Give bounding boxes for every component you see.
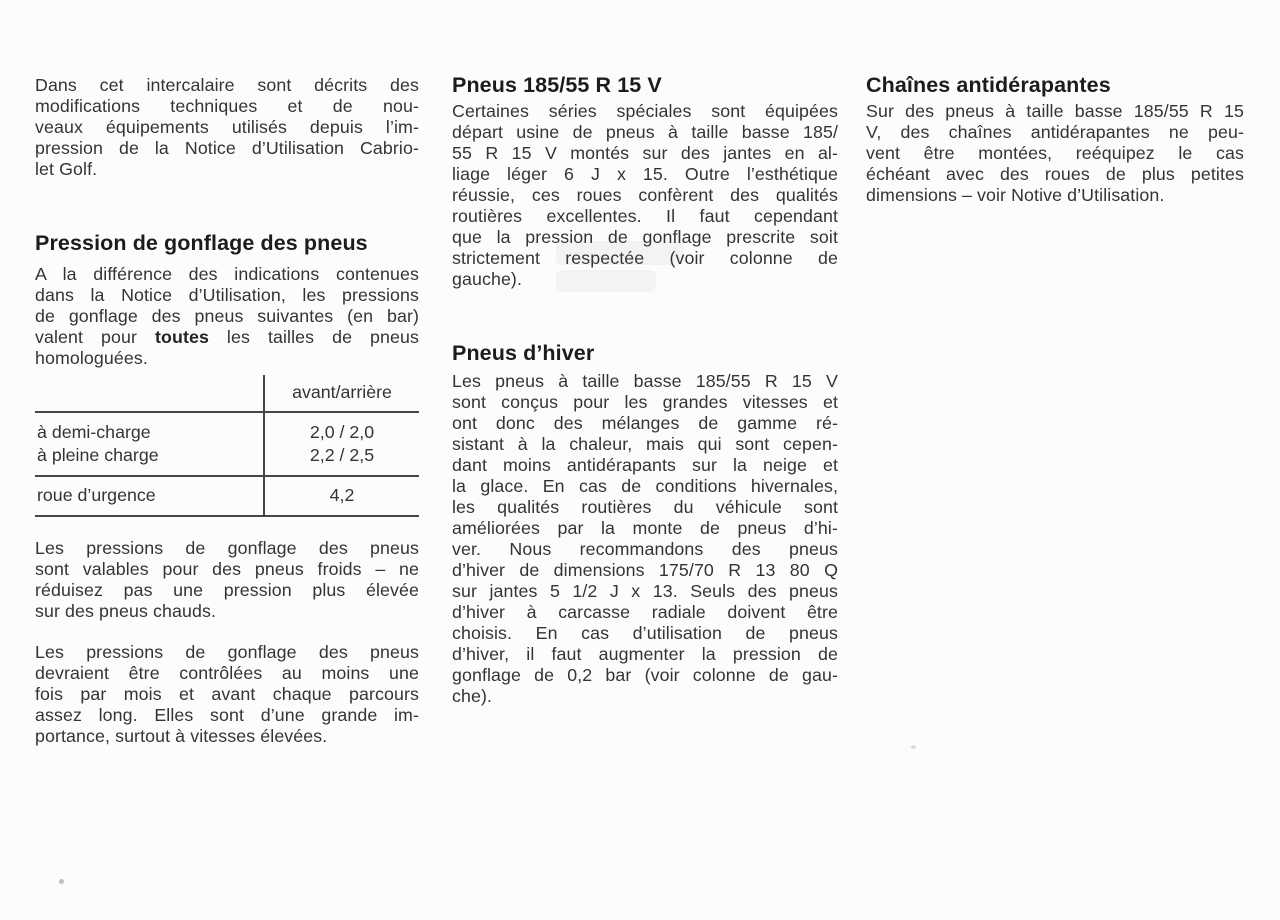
- left-column: [35, 75, 419, 747]
- section-heading-pression: Pression de gonflage des pneus: [35, 231, 368, 255]
- text-line: liage léger 6 J x 15. Outre l’esthétique: [452, 164, 838, 184]
- text-line: la glace. En cas de conditions hivernales,: [452, 476, 838, 496]
- text-line: portance, surtout à vitesses élevées.: [35, 726, 328, 746]
- text-line: valent pour toutes les tailles de pneus: [35, 327, 419, 347]
- text-line: départ usine de pneus à taille basse 185/: [452, 122, 838, 142]
- text-line: d’hiver de dimensions 175/70 R 13 80 Q: [452, 560, 838, 580]
- text-line: d’hiver, il faut augmenter la pression de: [452, 644, 838, 664]
- text-line: dans la Notice d’Utilisation, les pressions: [35, 285, 419, 305]
- text-line: de gonflage des pneus suivantes (en bar): [35, 306, 419, 326]
- text-line: réussie, ces roues confèrent des qualités: [452, 185, 838, 205]
- text-line: routières excellentes. Il faut cependant: [452, 206, 838, 226]
- section-heading-chaines: Chaînes antidérapantes: [866, 73, 1111, 97]
- pressure-table: [35, 375, 419, 517]
- text-line: ver. Nous recommandons des pneus: [452, 539, 838, 559]
- scan-smudge: [556, 270, 656, 292]
- text-line: V, des chaînes antidérapantes ne peu-: [866, 122, 1244, 142]
- text-line: vent être montées, reéquipez le cas: [866, 143, 1244, 163]
- text-line: Les pneus à taille basse 185/55 R 15 V: [452, 371, 838, 391]
- intro-paragraph: [35, 75, 419, 180]
- text-line: dant moins antidérapants sur la neige et: [452, 455, 838, 475]
- text-line: 55 R 15 V montés sur des jantes en al-: [452, 143, 838, 163]
- table-cell-label: roue d’urgence: [35, 476, 264, 516]
- scan-speck: [911, 745, 916, 749]
- text-line: pression de la Notice d’Utilisation Cabrio-: [35, 138, 419, 158]
- text-line: sur des pneus chauds.: [35, 601, 217, 621]
- section-heading-pneus-hiver: Pneus d’hiver: [452, 341, 595, 365]
- table-header-label: avant/arrière: [264, 375, 419, 412]
- text-line: Sur des pneus à taille basse 185/55 R 15: [866, 101, 1244, 121]
- text-line: réduisez pas une pression plus élevée: [35, 580, 419, 600]
- text-line: d’hiver à carcasse radiale doivent être: [452, 602, 838, 622]
- pneus-hiver-paragraph: [452, 371, 838, 707]
- text-line: échéant avec des roues de plus petites: [866, 164, 1244, 184]
- text-line: Certaines séries spéciales sont équipées: [452, 101, 838, 121]
- section-heading-pneus-185: Pneus 185/55 R 15 V: [452, 73, 662, 97]
- table-cell-label: à demi-charge: [37, 422, 151, 442]
- text-line: strictement respectée (voir colonne de: [452, 248, 838, 268]
- chaines-paragraph: [866, 101, 1244, 206]
- text-line: sont valables pour des pneus froids – ne: [35, 559, 419, 579]
- text-line: les qualités routières du véhicule sont: [452, 497, 838, 517]
- text-line: choisis. En cas d’utilisation de pneus: [452, 623, 838, 643]
- text-line: A la différence des indications contenues: [35, 264, 419, 284]
- text-line: gauche).: [452, 269, 522, 289]
- cold-tires-paragraph: [35, 538, 419, 622]
- table-header-row: [35, 375, 419, 412]
- scan-smudge: [556, 241, 684, 265]
- table-header-empty-cell: [35, 375, 264, 412]
- text-line: che).: [452, 686, 493, 706]
- text-line: fois par mois et avant chaque parcours: [35, 684, 419, 704]
- table-cell-value: 2,0 / 2,0: [264, 412, 419, 444]
- text-line: Les pressions de gonflage des pneus: [35, 642, 419, 662]
- table-cell-label: à pleine charge: [35, 444, 264, 476]
- text-line: ont donc des mélanges de gamme ré-: [452, 413, 838, 433]
- text-line: sont conçus pour les grandes vitesses et: [452, 392, 838, 412]
- text-line: améliorées par la monte de pneus d’hi-: [452, 518, 838, 538]
- table-cell-value: 4,2: [264, 476, 419, 516]
- table-row: [35, 412, 419, 444]
- text-line: veaux équipements utilisés depuis l’im-: [35, 117, 419, 137]
- text-line: Les pressions de gonflage des pneus: [35, 538, 419, 558]
- scan-speck: [59, 879, 64, 884]
- table-row: [35, 476, 419, 516]
- text-line: gonflage de 0,2 bar (voir colonne de gau-: [452, 665, 838, 685]
- table-cell-value: 2,2 / 2,5: [264, 444, 419, 476]
- text-line: sur jantes 5 1/2 J x 13. Seuls des pneus: [452, 581, 838, 601]
- text-line: devraient être contrôlées au moins une: [35, 663, 419, 683]
- text-line: sistant à la chaleur, mais qui sont cepen-: [452, 434, 838, 454]
- text-line: dimensions – voir Notive d’Utilisation.: [866, 185, 1165, 205]
- text-line: assez long. Elles sont d’une grande im-: [35, 705, 419, 725]
- text-line: homologuées.: [35, 348, 148, 368]
- text-line: modifications techniques et de nou-: [35, 96, 419, 116]
- middle-column: [452, 72, 838, 707]
- text-line: let Golf.: [35, 159, 98, 179]
- text-line: Dans cet intercalaire sont décrits des: [35, 75, 419, 95]
- table-row: [35, 444, 419, 476]
- pressure-intro-paragraph: [35, 264, 419, 369]
- check-pressure-paragraph: [35, 642, 419, 747]
- text-line: que la pression de gonflage prescrite soit: [452, 227, 838, 247]
- right-column: [866, 72, 1244, 206]
